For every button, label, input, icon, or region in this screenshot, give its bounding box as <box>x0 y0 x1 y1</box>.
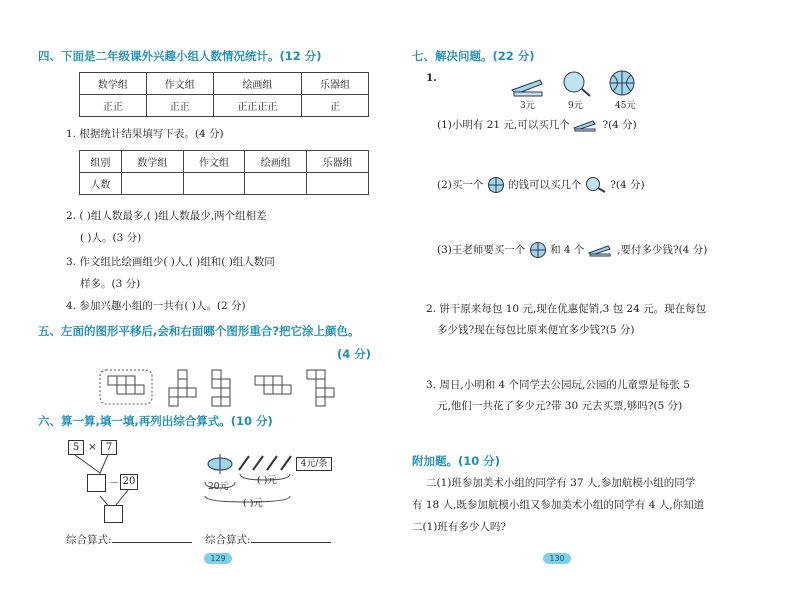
question-7-1-number: 1. <box>426 72 437 84</box>
fill-table-row-label: 人数 <box>80 173 122 195</box>
question-4-3-line1: 3. 作文组比绘画组少( )人,( )组和( )组人数同 <box>66 256 275 268</box>
section7-title: 七、解决问题。(22 分) <box>412 49 535 63</box>
option-shape-d[interactable] <box>307 370 334 406</box>
q1-3-text-b: 和 4 个 <box>550 244 585 256</box>
formula-row-2 <box>205 533 331 547</box>
calc-box-c: 20 <box>120 474 138 490</box>
price-tag: 4元/条 <box>296 457 332 471</box>
question-7-1-1 <box>437 118 637 132</box>
tally-value: 正正 <box>80 95 147 117</box>
blank-yuan-2[interactable]: ( )元 <box>243 498 263 509</box>
q1-3-score: ,要付多少钱?(4 分) <box>617 244 708 256</box>
bonus-line-1: 二(1)班参加美术小组的同学有 37 人,参加航模小组的同学 <box>426 477 696 489</box>
calc-box-b: 7 <box>101 440 117 455</box>
question-4-2-line1: 2. ( )组人数最多,( )组人数最少,两个组相差 <box>66 210 267 222</box>
calc-box-a: 5 <box>68 440 84 455</box>
question-7-2-line1: 2. 饼干原来每包 10 元,现在优惠促销,3 包 24 元。现在每包 <box>426 303 707 315</box>
section6-title: 六、算一算,填一填,再列出综合算式。(10 分) <box>38 414 273 428</box>
product-pictures <box>510 70 640 100</box>
tally-table <box>79 72 369 117</box>
question-7-1-2 <box>437 177 645 193</box>
fill-table-header: 组别 <box>80 151 122 173</box>
formula-input-1[interactable] <box>112 542 192 543</box>
question-7-3-line2: 元,他们一共花了多少元?带 30 元去买票,够吗?(5 分) <box>437 400 683 412</box>
basketball-icon <box>487 177 505 193</box>
tally-header: 乐器组 <box>302 73 369 95</box>
formula-row-1 <box>66 533 192 547</box>
page-number-left: 129 <box>204 553 232 564</box>
pencil-icons <box>239 456 291 470</box>
tally-value: 正正 <box>146 95 213 117</box>
fill-table-cell[interactable] <box>245 173 307 195</box>
question-7-3-line1: 3. 周日,小明和 4 个同学去公园玩,公园的儿童票是每张 5 <box>426 379 690 391</box>
ping-pong-paddle-icon <box>564 72 590 96</box>
bonus-line-2: 有 18 人,既参加航模小组又参加美术小组的同学有 4 人,你知道 <box>412 499 705 511</box>
minus-sign: － <box>109 477 120 489</box>
option-shape-b[interactable] <box>212 370 230 406</box>
tally-header: 数学组 <box>80 73 147 95</box>
calc-answer-box-1[interactable] <box>87 474 106 492</box>
formula-label-2: 综合算式: <box>205 534 251 546</box>
basketball-icon <box>610 71 634 95</box>
calc-answer-box-2[interactable] <box>104 505 123 523</box>
question-7-2-line2: 多少钱?现在每包比原来便宜多少钱?(5 分) <box>437 324 635 336</box>
fill-table <box>79 150 369 195</box>
fill-table-cell[interactable] <box>121 173 183 195</box>
ping-pong-paddle-icon <box>585 177 607 193</box>
section4-title: 四、下面是二年级课外兴趣小组人数情况统计。(12 分) <box>38 49 322 63</box>
section5-title: 五、左面的图形平移后,会和右面哪个图形重合?把它涂上颜色。 <box>38 324 360 338</box>
formula-label-1: 综合算式: <box>66 534 112 546</box>
tally-header: 作文组 <box>146 73 213 95</box>
total-money-label: 20元 <box>208 482 229 492</box>
basketball-icon <box>529 242 547 258</box>
fill-table-cell[interactable] <box>183 173 245 195</box>
question-4-3-line2: 样多。(3 分) <box>80 278 141 290</box>
tally-value: 正 <box>302 95 369 117</box>
q1-2-score: ?(4 分) <box>610 179 645 191</box>
fill-table-header: 作文组 <box>183 151 245 173</box>
q1-1-text: (1)小明有 21 元,可以买几个 <box>437 119 570 131</box>
question-7-1-3 <box>437 242 707 258</box>
price-stapler: 3元 <box>520 101 535 111</box>
option-shape-a[interactable] <box>169 370 196 406</box>
blank-yuan-1[interactable]: ( )元 <box>257 475 277 486</box>
bonus-title: 附加题。(10 分) <box>412 454 501 468</box>
price-paddle: 9元 <box>568 101 583 111</box>
q1-1-score: ?(4 分) <box>602 119 637 131</box>
fill-table-header: 乐器组 <box>307 151 369 173</box>
tally-header: 绘画组 <box>213 73 301 95</box>
q1-2-text-a: (2)买一个 <box>437 179 484 191</box>
original-shape <box>108 376 144 394</box>
option-shape-c[interactable] <box>255 376 291 394</box>
question-4-1: 1. 根据统计结果填写下表。(4 分) <box>66 128 224 140</box>
bonus-line-3: 二(1)班有多少人吗? <box>412 521 507 533</box>
price-basketball: 45元 <box>615 101 636 111</box>
q1-2-text-b: 的钱可以买几个 <box>508 179 582 191</box>
multiply-sign: × <box>88 441 97 453</box>
section5-score: (4 分) <box>337 347 372 361</box>
formula-input-2[interactable] <box>251 542 331 543</box>
stapler-icon <box>573 118 599 132</box>
question-4-4: 4. 参加兴趣小组的一共有( )人。(2 分) <box>66 300 246 312</box>
q1-3-text-a: (3)王老师要买一个 <box>437 244 526 256</box>
tally-value: 正正正正 <box>213 95 301 117</box>
translation-shapes <box>100 368 370 408</box>
page-number-right: 130 <box>543 553 571 564</box>
fill-table-header: 绘画组 <box>245 151 307 173</box>
stapler-icon <box>512 80 542 96</box>
fill-table-cell[interactable] <box>307 173 369 195</box>
stapler-icon <box>588 243 614 257</box>
question-4-2-line2: ( )人。(3 分) <box>80 232 142 244</box>
fill-table-header: 数学组 <box>121 151 183 173</box>
